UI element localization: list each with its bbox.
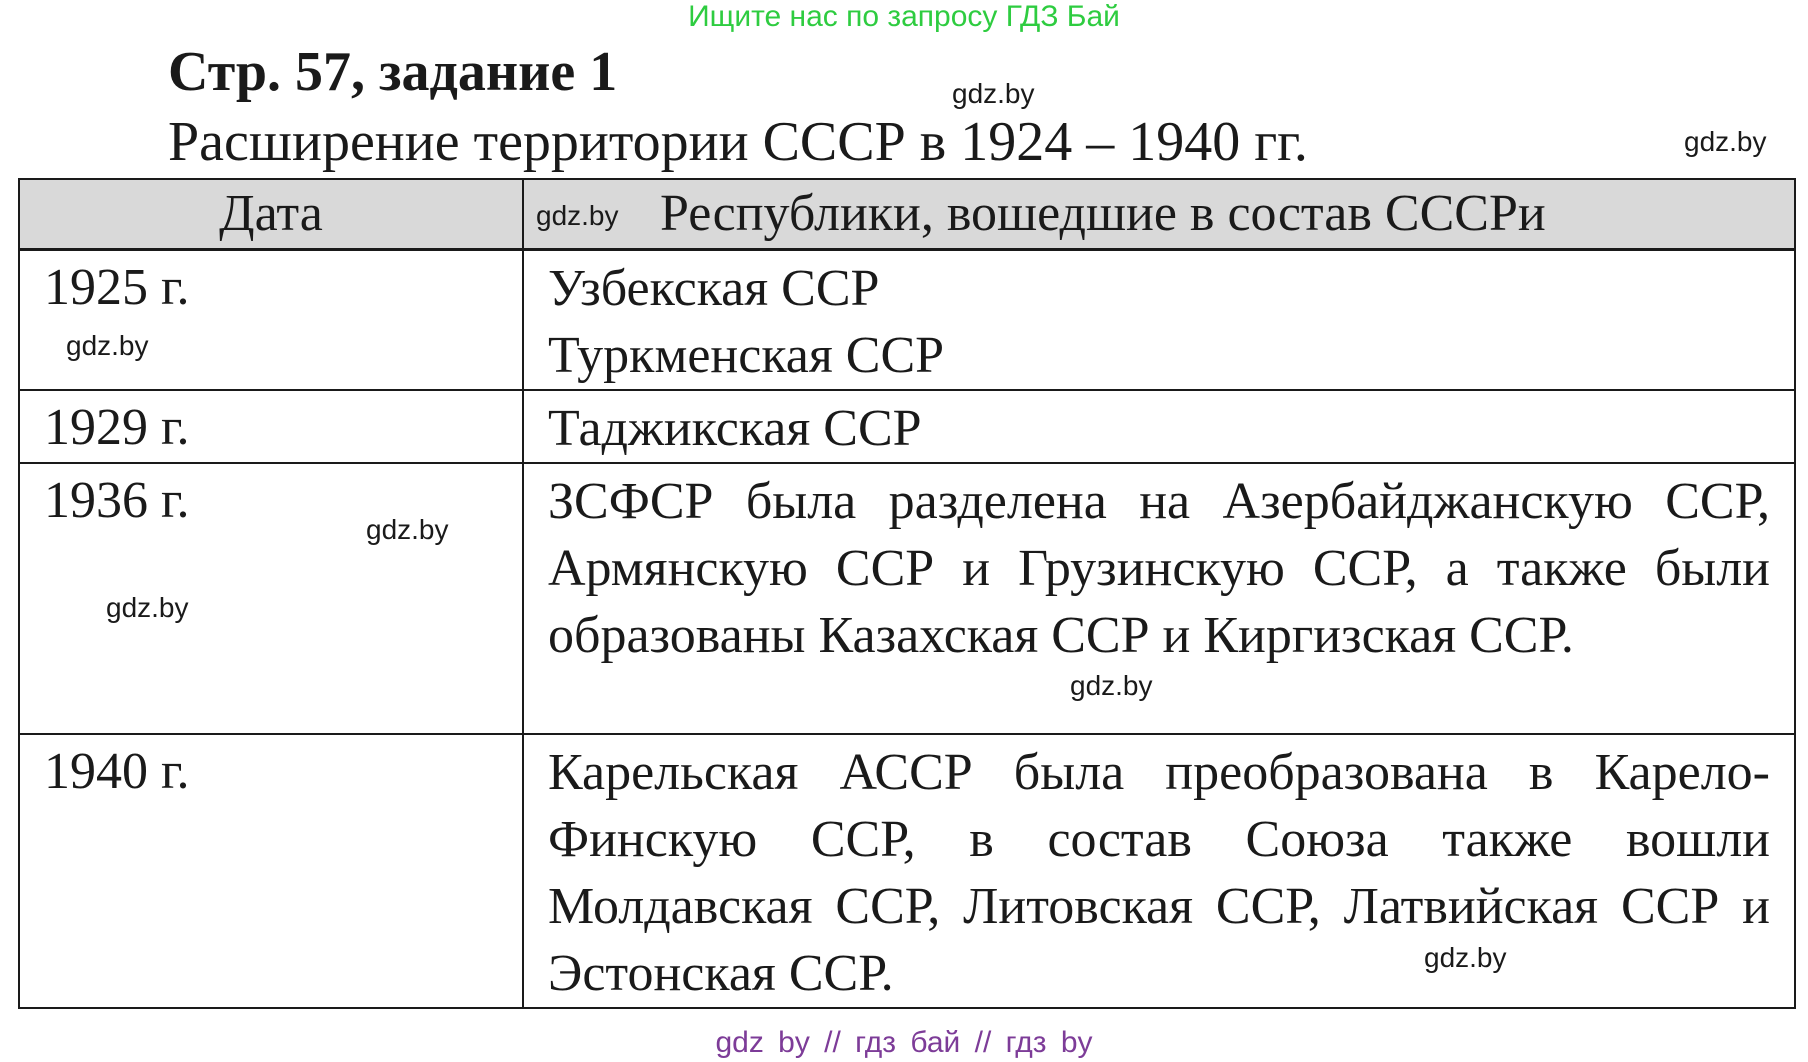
header-date: Дата — [19, 179, 523, 250]
table-row — [19, 463, 1795, 734]
row-date: 1929 г. — [19, 390, 523, 463]
watermark: gdz.by — [952, 78, 1035, 109]
watermark: gdz.by — [536, 200, 619, 231]
watermark: gdz.by — [366, 514, 449, 545]
republic-line: Узбекская ССР — [548, 260, 880, 317]
page-title: Стр. 57, задание 1 — [168, 41, 618, 103]
row-date: 1936 г. — [19, 463, 523, 734]
header-republics-label: Республики, вошедшие в состав СССРи — [660, 185, 1546, 242]
republic-line: Таджикская ССР — [548, 400, 922, 457]
republic-line: Туркменская ССР — [548, 327, 945, 384]
watermark: gdz.by — [1684, 126, 1767, 157]
row-republics: ЗСФСР была разделена на Азербайджанскую ССР, Армянскую ССР и Грузинскую ССР, а также были образованы Казахская ССР и Киргизская ССР. — [523, 463, 1795, 734]
table-row — [19, 734, 1795, 1008]
top-banner: Ищите нас по запросу ГДЗ Бай — [688, 0, 1120, 33]
row-date: 1925 г. — [19, 250, 523, 391]
table-caption: Расширение территории СССР в 1924 – 1940 гг. — [168, 111, 1308, 173]
watermark: gdz.by — [1070, 670, 1153, 701]
row-republics — [523, 390, 1795, 463]
watermark: gdz.by — [66, 330, 149, 361]
table-row — [19, 390, 1795, 463]
territory-table — [18, 178, 1796, 1009]
watermark: gdz.by — [106, 592, 189, 623]
footer-links: gdz by // гдз бай // гдз by — [715, 1026, 1093, 1059]
row-date: 1940 г. — [19, 734, 523, 1008]
header-republics — [523, 179, 1795, 250]
table-row — [19, 250, 1795, 391]
row-republics: Карельская АССР была преобразована в Карело-Финскую ССР, в состав Союза также вошли Молдавская ССР, Литовская ССР, Латвийская ССР и Эстонская ССР. — [523, 734, 1795, 1008]
watermark: gdz.by — [1424, 942, 1507, 973]
table-header-row — [19, 179, 1795, 250]
row-republics — [523, 250, 1795, 391]
